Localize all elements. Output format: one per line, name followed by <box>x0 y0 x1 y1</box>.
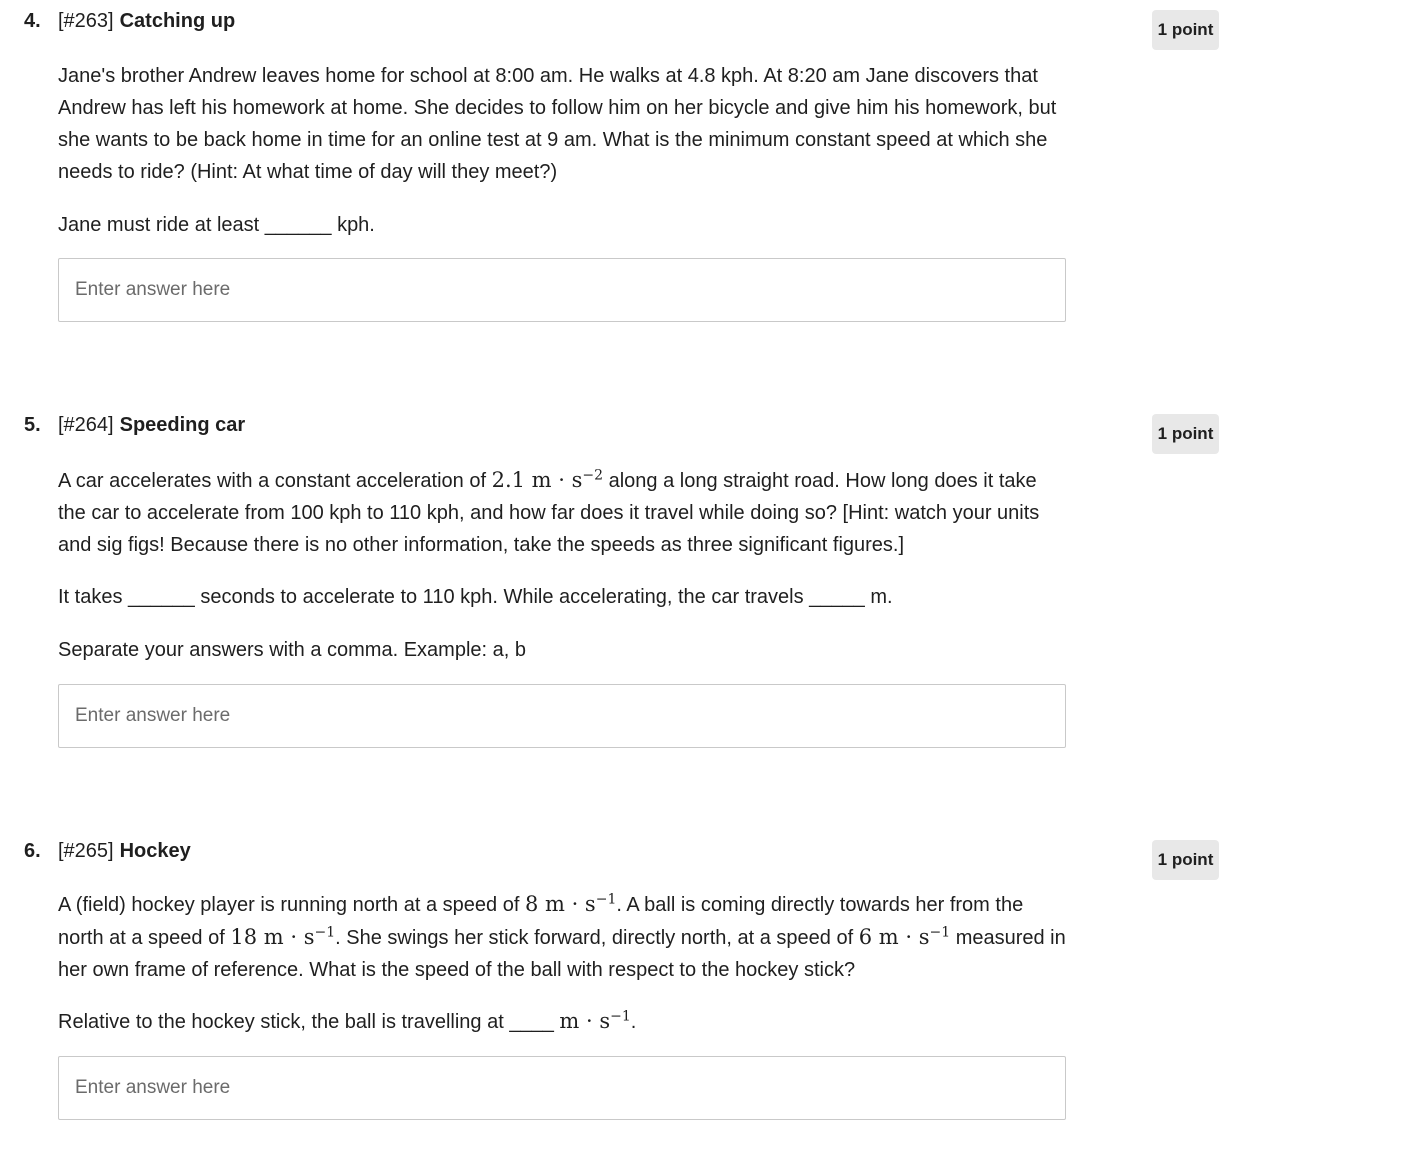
prompt-text: . A ball is coming directly towards her from the north at a speed of <box>58 894 1024 949</box>
question-id: [#263] <box>58 9 114 32</box>
math-base: 18 m · s <box>230 925 315 949</box>
points-badge: 1 point <box>1152 10 1219 50</box>
fill-in-sentence <box>58 1005 1068 1038</box>
question-body <box>58 60 1068 188</box>
question-prompt <box>58 888 1068 986</box>
math-exponent: −1 <box>314 924 336 941</box>
question-prompt <box>58 464 1068 561</box>
prompt-text: along a long straight road. How long does it take the car to accelerate from 100 kph to 110 kph, and how far does it travel while doing so? [Hint: watch your units and sig figs! Because there is no other information, take the speeds as three significant figures.] <box>58 470 1040 556</box>
question-prompt: Jane's brother Andrew leaves home for school at 8:00 am. He walks at 4.8 kph. At 8:20 am Jane discovers that Andrew has left his homework at home. She decides to follow him on her bicycle and give him his homework, but she wants to be back home in time for an online test at 9 am. What is the minimum constant speed at which she needs to ride? (Hint: At what time of day will they meet?) <box>58 65 1057 183</box>
fill-in-post: . <box>630 1011 637 1033</box>
question-body <box>58 888 1068 986</box>
question-title: Speeding car <box>119 413 246 436</box>
math-base: 6 m · s <box>858 925 930 949</box>
prompt-text: A (field) hockey player is running north at a speed of <box>58 894 520 916</box>
question-header <box>24 836 191 866</box>
fill-in-text: Jane must ride at least ______ kph. <box>58 214 375 236</box>
fill-in-sentence <box>58 209 1068 241</box>
math-exponent: −1 <box>929 924 951 941</box>
question-id: [#265] <box>58 839 114 862</box>
fill-in-pre: Relative to the hockey stick, the ball is travelling at ____ <box>58 1011 554 1033</box>
fill-in-text <box>58 1005 1068 1038</box>
math-base: m · s <box>559 1009 611 1033</box>
question-header <box>24 6 235 36</box>
question-body <box>58 464 1068 561</box>
prompt-text: A car accelerates with a constant acceleration of <box>58 470 487 492</box>
answer-input[interactable] <box>58 258 1066 322</box>
question-number: 5. <box>24 413 41 436</box>
separator-note-text: Separate your answers with a comma. Example: a, b <box>58 639 526 661</box>
question-number: 4. <box>24 9 41 32</box>
question-title: Hockey <box>119 839 191 862</box>
prompt-text: measured in her own frame of reference. What is the speed of the ball with respect to the hockey stick? <box>58 927 1066 981</box>
points-badge: 1 point <box>1152 840 1219 880</box>
player-speed-math <box>525 892 616 916</box>
math-exponent: −1 <box>595 891 617 908</box>
fill-in-sentence <box>58 581 1068 613</box>
acceleration-math <box>492 468 603 492</box>
answer-input[interactable] <box>58 1056 1066 1120</box>
math-exponent: −2 <box>582 467 604 484</box>
prompt-text: . She swings her stick forward, directly north, at a speed of <box>335 927 854 949</box>
question-title: Catching up <box>119 9 236 32</box>
math-base: 2.1 m · s <box>491 468 583 492</box>
points-badge: 1 point <box>1152 414 1219 454</box>
math-exponent: −1 <box>610 1008 631 1025</box>
stick-speed-math <box>859 925 950 949</box>
ball-speed-math <box>230 925 335 949</box>
unit-math <box>559 1009 630 1033</box>
separator-note <box>58 634 1068 666</box>
question-header <box>24 410 245 440</box>
fill-in-text: It takes ______ seconds to accelerate to 110 kph. While accelerating, the car travels _____ m. <box>58 586 893 608</box>
question-id: [#264] <box>58 413 114 436</box>
math-base: 8 m · s <box>524 892 596 916</box>
answer-input[interactable] <box>58 684 1066 748</box>
question-number: 6. <box>24 839 41 862</box>
